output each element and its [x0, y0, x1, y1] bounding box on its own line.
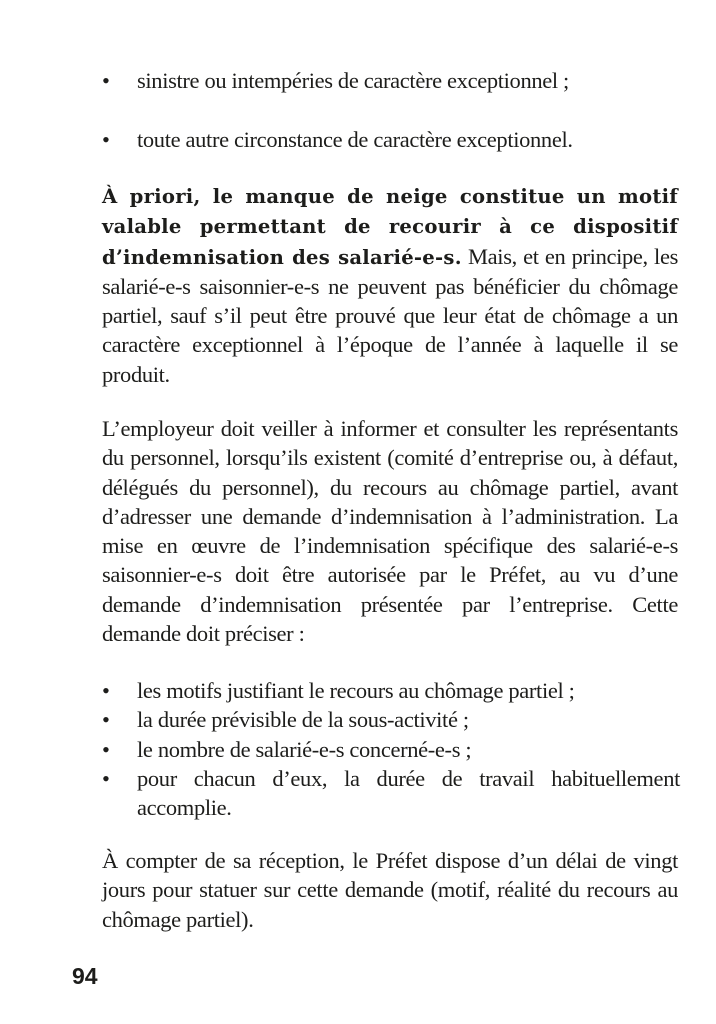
paragraph-prefet	[102, 846, 678, 934]
paragraph-employeur	[102, 414, 678, 648]
list-item-text: sinistre ou intempéries de caractère exceptionnel ;	[137, 68, 569, 93]
list-item	[102, 705, 680, 734]
list-item-text: la durée prévisible de la sous-activité ;	[137, 707, 469, 733]
paragraph-body: L’employeur doit veiller à informer et consulter les représentants du personnel, lorsqu’ils existent (comité d’entreprise ou, à défaut, délégués du personnel), du recours au chômage partiel, avant d’adresser une demande d’indemnisation à l’administration. La mise en œuvre de l’indemnisation spécifique des salarié-e-s saisonnier-e-s doit être autorisée par le Préfet, au vu d’une demande d’indemnisation présentée par l’entreprise. Cette demande doit préciser :	[102, 416, 678, 647]
bullet-list-bottom	[102, 676, 680, 822]
list-item	[102, 735, 680, 764]
paragraph-neige	[102, 181, 678, 389]
list-item-text: toute autre circonstance de caractère exceptionnel.	[137, 126, 573, 152]
list-item	[102, 66, 680, 95]
bullet-icon: •	[102, 736, 110, 762]
list-item	[102, 764, 680, 823]
list-item-text: le nombre de salarié-e-s concerné-e-s ;	[137, 736, 472, 762]
bullet-list-top	[102, 66, 680, 154]
paragraph-body: À compter de sa réception, le Préfet dispose d’un délai de vingt jours pour statuer sur cette demande (motif, réalité du recours au chômage partiel).	[102, 848, 678, 932]
bullet-icon: •	[102, 126, 110, 152]
bullet-icon: •	[102, 678, 110, 703]
bullet-icon: •	[102, 707, 110, 733]
list-item	[102, 676, 680, 705]
list-item-text: pour chacun d’eux, la durée de travail habituellement accomplie.	[137, 765, 680, 821]
paragraph-bold-lead: À priori, le manque de neige constitue un motif valable permettant de recourir à ce dispositif d’indemnisation des salarié-e-s.	[102, 185, 678, 269]
list-item-text: les motifs justifiant le recours au chômage partiel ;	[137, 678, 575, 703]
bullet-icon: •	[102, 765, 110, 791]
bullet-icon: •	[102, 68, 110, 93]
paragraph-body: Mais, et en principe, les salarié-e-s saisonnier-e-s ne peuvent pas bénéficier du chômage partiel, sauf s’il peut être prouvé que leur état de chômage a un caractère exceptionnel à l’époque de l’année à laquelle il se produit.	[102, 243, 678, 387]
list-item	[102, 125, 680, 154]
page-number: 94	[72, 963, 98, 989]
